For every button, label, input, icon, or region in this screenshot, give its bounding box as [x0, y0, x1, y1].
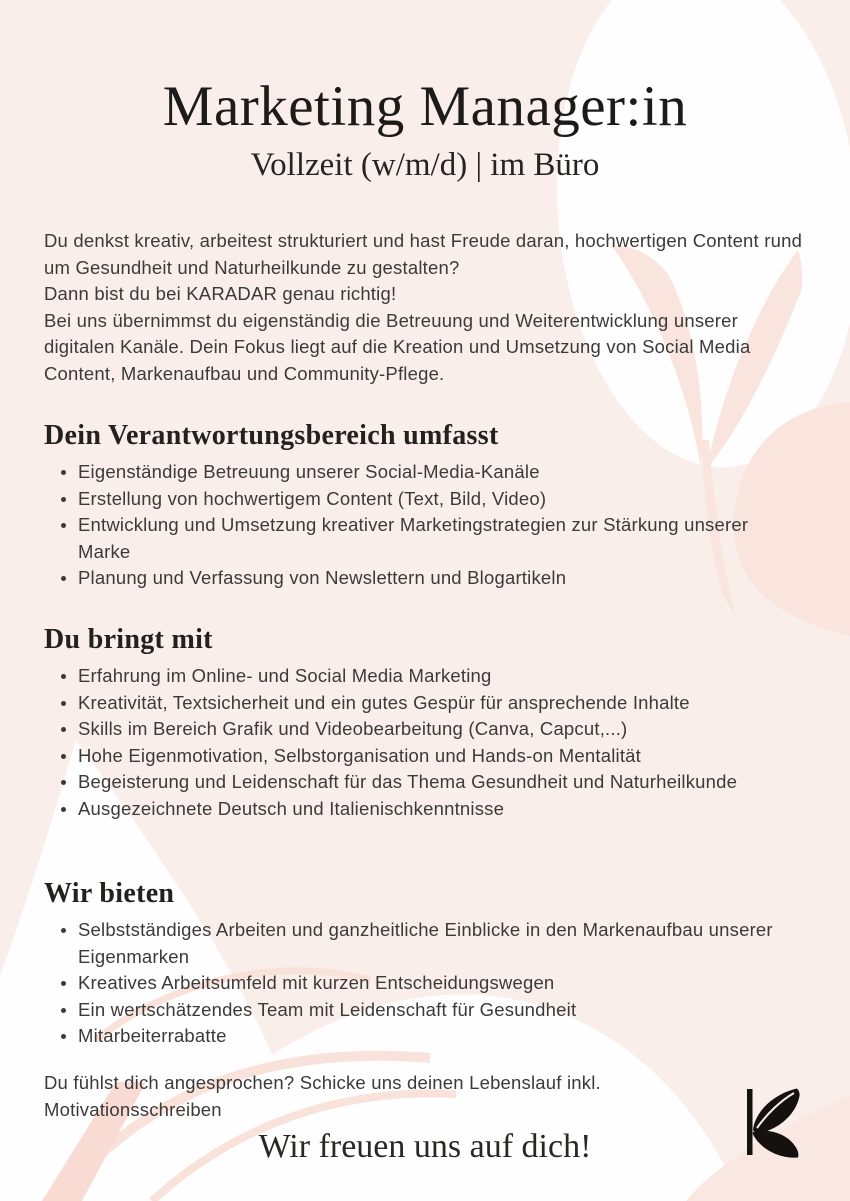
bullet-list: [44, 663, 798, 822]
intro-paragraph: Dann bist du bei KARADAR genau richtig!: [44, 283, 397, 304]
list-item: Skills im Bereich Grafik und Videobearbeitung (Canva, Capcut,...): [78, 716, 798, 743]
page-title: Marketing Manager:in: [162, 75, 688, 138]
list-item: Planung und Verfassung von Newslettern und Blogartikeln: [78, 565, 798, 592]
section-heading: Dein Verantwortungsbereich umfasst: [44, 420, 499, 451]
page-subtitle: Vollzeit (w/m/d) | im Büro: [250, 146, 600, 183]
karadar-logo-icon: [744, 1087, 806, 1159]
section-heading: Wir bieten: [44, 878, 175, 909]
list-item: Ausgezeichnete Deutsch und Italienischkenntnisse: [78, 796, 798, 823]
closing-line: [0, 1128, 850, 1166]
list-item: Erfahrung im Online- und Social Media Marketing: [78, 663, 798, 690]
section-benefits: [44, 878, 806, 1050]
section-requirements: [44, 624, 806, 822]
list-item: Entwicklung und Umsetzung kreativer Marketingstrategien zur Stärkung unserer Marke: [78, 512, 798, 565]
list-item: Hohe Eigenmotivation, Selbstorganisation und Hands-on Mentalität: [78, 743, 798, 770]
list-item: Selbstständiges Arbeiten und ganzheitliche Einblicke in den Markenaufbau unserer Eigenmarken: [78, 917, 798, 970]
intro-paragraph: Du denkst kreativ, arbeitest strukturiert und hast Freude daran, hochwertigen Content rund um Gesundheit und Naturheilkunde zu gestalten?: [44, 230, 803, 278]
list-item: Eigenständige Betreuung unserer Social-Media-Kanäle: [78, 459, 798, 486]
list-item: Kreativität, Textsicherheit und ein gutes Gespür für ansprechende Inhalte: [78, 690, 798, 717]
list-item: Erstellung von hochwertigem Content (Text, Bild, Video): [78, 486, 798, 513]
section-heading: Du bringt mit: [44, 624, 213, 655]
section-responsibilities: [44, 420, 806, 592]
bullet-list: [44, 459, 798, 592]
list-item: Ein wertschätzendes Team mit Leidenschaft für Gesundheit: [78, 997, 798, 1024]
application-cta: [44, 1070, 684, 1123]
list-item: Kreatives Arbeitsumfeld mit kurzen Entscheidungswegen: [78, 970, 798, 997]
list-item: Begeisterung und Leidenschaft für das Thema Gesundheit und Naturheilkunde: [78, 769, 798, 796]
intro-paragraph: Bei uns übernimmst du eigenständig die Betreuung und Weiterentwicklung unserer digitalen Kanäle. Dein Fokus liegt auf die Kreation und Umsetzung von Social Media Content, Markenaufbau und Community-Pflege.: [44, 309, 751, 384]
closing-text: Wir freuen uns auf dich!: [258, 1128, 592, 1165]
cta-text: Du fühlst dich angesprochen? Schicke uns deinen Lebenslauf inkl. Motivationsschreiben: [44, 1072, 601, 1120]
bullet-list: [44, 917, 798, 1050]
header: [0, 76, 850, 184]
intro-text: [44, 228, 806, 387]
list-item: Mitarbeiterrabatte: [78, 1023, 798, 1050]
